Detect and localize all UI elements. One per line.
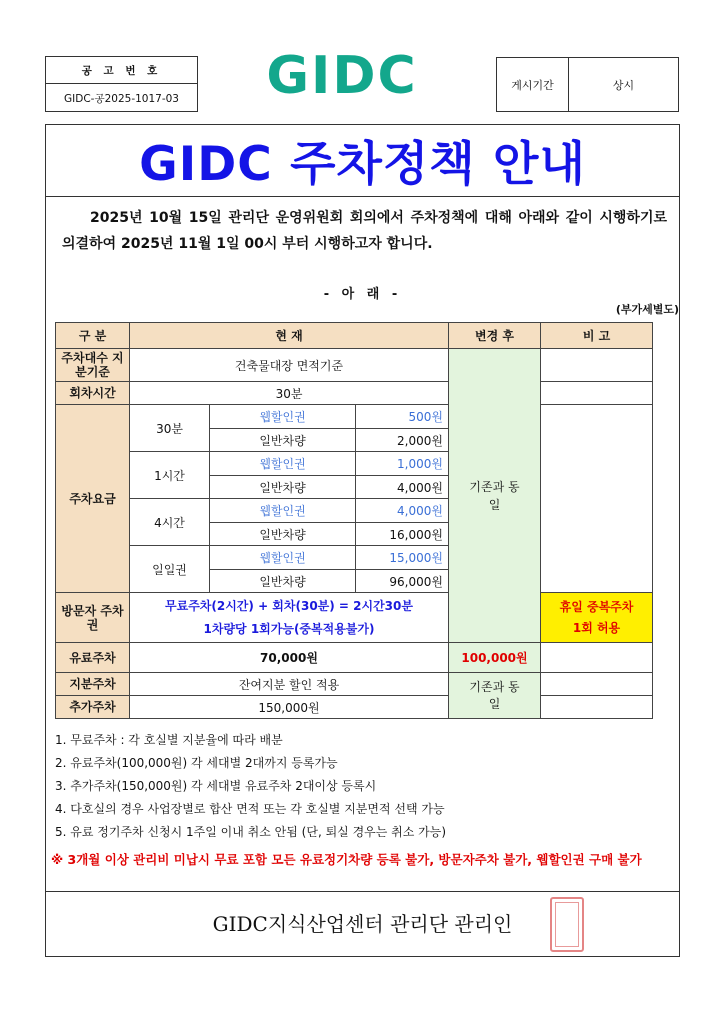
web-discount-price: 1,000원 [356, 452, 449, 476]
web-discount-price: 500원 [356, 405, 449, 429]
list-item: 4. 다호실의 경우 사업장별로 합산 면적 또는 각 호실별 지분면적 선택 가능 [55, 802, 445, 816]
list-item: 1. 무료주차 : 각 호실별 지분율에 따라 배분 [55, 733, 283, 747]
note-cell [541, 673, 653, 696]
posting-period-box [496, 57, 679, 112]
note-cell [541, 349, 653, 382]
share-parking-value: 잔여지분 할인 적용 [130, 673, 449, 696]
table-header-row [56, 323, 653, 349]
share-basis-value: 건축물대장 면적기준 [130, 349, 449, 382]
table-row [56, 349, 653, 382]
web-discount-price: 15,000원 [356, 546, 449, 570]
general-vehicle-label: 일반차량 [210, 429, 356, 452]
paid-current: 70,000원 [130, 643, 449, 673]
page-title: GIDC 주차정책 안내 [46, 125, 679, 197]
visitor-value [130, 593, 449, 643]
share-parking-label: 지분주차 [56, 673, 130, 696]
general-vehicle-label: 일반차량 [210, 476, 356, 499]
web-discount-label: 웹할인권 [210, 499, 356, 523]
after-same-cell: 기존과 동 일 [449, 673, 541, 719]
paid-after: 100,000원 [449, 643, 541, 673]
document-number-label: 공 고 번 호 [46, 57, 197, 84]
notes-list [55, 729, 446, 844]
fee-duration: 일일권 [130, 546, 210, 593]
warning-text: ※ 3개월 이상 관리비 미납시 무료 포함 모든 유료정기차량 등록 불가, 방문자주차 불가, 웹할인권 구매 불가 [51, 852, 642, 867]
document-number-box [45, 56, 198, 112]
footer-divider [46, 891, 679, 892]
posting-period-label: 게시기간 [497, 58, 569, 111]
table-row [56, 643, 653, 673]
intro-paragraph: 2025년 10월 15일 관리단 운영위원회 회의에서 주차정책에 대해 아래와 같이 시행하기로 의결하여 2025년 11월 1일 00시 부터 시행하고자 합니다. [62, 210, 667, 252]
fee-duration: 4시간 [130, 499, 210, 546]
general-vehicle-price: 4,000원 [356, 476, 449, 499]
visitor-label: 방문자 주차권 [56, 593, 130, 643]
extra-parking-value: 150,000원 [130, 696, 449, 719]
general-vehicle-price: 2,000원 [356, 429, 449, 452]
visitor-note: 휴일 중복주차 1회 허용 [541, 593, 653, 643]
fee-duration: 30분 [130, 405, 210, 452]
vat-note: (부가세별도) [615, 303, 679, 316]
web-discount-label: 웹할인권 [210, 452, 356, 476]
official-seal-icon [550, 897, 584, 952]
general-vehicle-label: 일반차량 [210, 570, 356, 593]
note-cell [541, 696, 653, 719]
extra-parking-label: 추가주차 [56, 696, 130, 719]
turnover-value: 30분 [130, 382, 449, 405]
header-note: 비 고 [541, 323, 653, 349]
header-current: 현 재 [130, 323, 449, 349]
table-row [56, 696, 653, 719]
document-number: GIDC-공2025-1017-03 [64, 92, 179, 105]
note-cell [541, 382, 653, 405]
parking-policy-table [55, 322, 653, 719]
table-row [56, 382, 653, 405]
header-after: 변경 후 [449, 323, 541, 349]
posting-period-value: 상시 [612, 78, 635, 92]
header-category: 구 분 [56, 323, 130, 349]
after-same-cell: 기존과 동 일 [449, 349, 541, 643]
fee-duration: 1시간 [130, 452, 210, 499]
web-discount-label: 웹할인권 [210, 405, 356, 429]
table-row [56, 593, 653, 643]
footer-signature: GIDC지식산업센터 관리단 관리인 [212, 912, 513, 936]
general-vehicle-label: 일반차량 [210, 523, 356, 546]
list-item: 5. 유료 정기주차 신청시 1주일 이내 취소 안됨 (단, 퇴실 경우는 취소 가능) [55, 825, 447, 839]
list-item: 2. 유료주차(100,000원) 각 세대별 2대까지 등록가능 [55, 756, 338, 770]
note-cell [541, 643, 653, 673]
note-cell [541, 405, 653, 593]
list-item: 3. 추가주차(150,000원) 각 세대별 유료주차 2대이상 등록시 [55, 779, 377, 793]
table-row [56, 405, 653, 429]
general-vehicle-price: 96,000원 [356, 570, 449, 593]
gidc-logo: GIDC [266, 46, 418, 106]
web-discount-price: 4,000원 [356, 499, 449, 523]
fee-label: 주차요금 [56, 405, 130, 593]
paid-label: 유료주차 [56, 643, 130, 673]
general-vehicle-price: 16,000원 [356, 523, 449, 546]
web-discount-label: 웹할인권 [210, 546, 356, 570]
turnover-label: 회차시간 [56, 382, 130, 405]
table-row [56, 673, 653, 696]
share-basis-label: 주차대수 지분기준 [56, 349, 130, 382]
visitor-line-1: 무료주차(2시간) + 회차(30분) = 2시간30분 [165, 598, 413, 613]
visitor-line-2: 1차량당 1회가능(중복적용불가) [203, 621, 375, 636]
below-label: - 아 래 - [323, 287, 402, 302]
